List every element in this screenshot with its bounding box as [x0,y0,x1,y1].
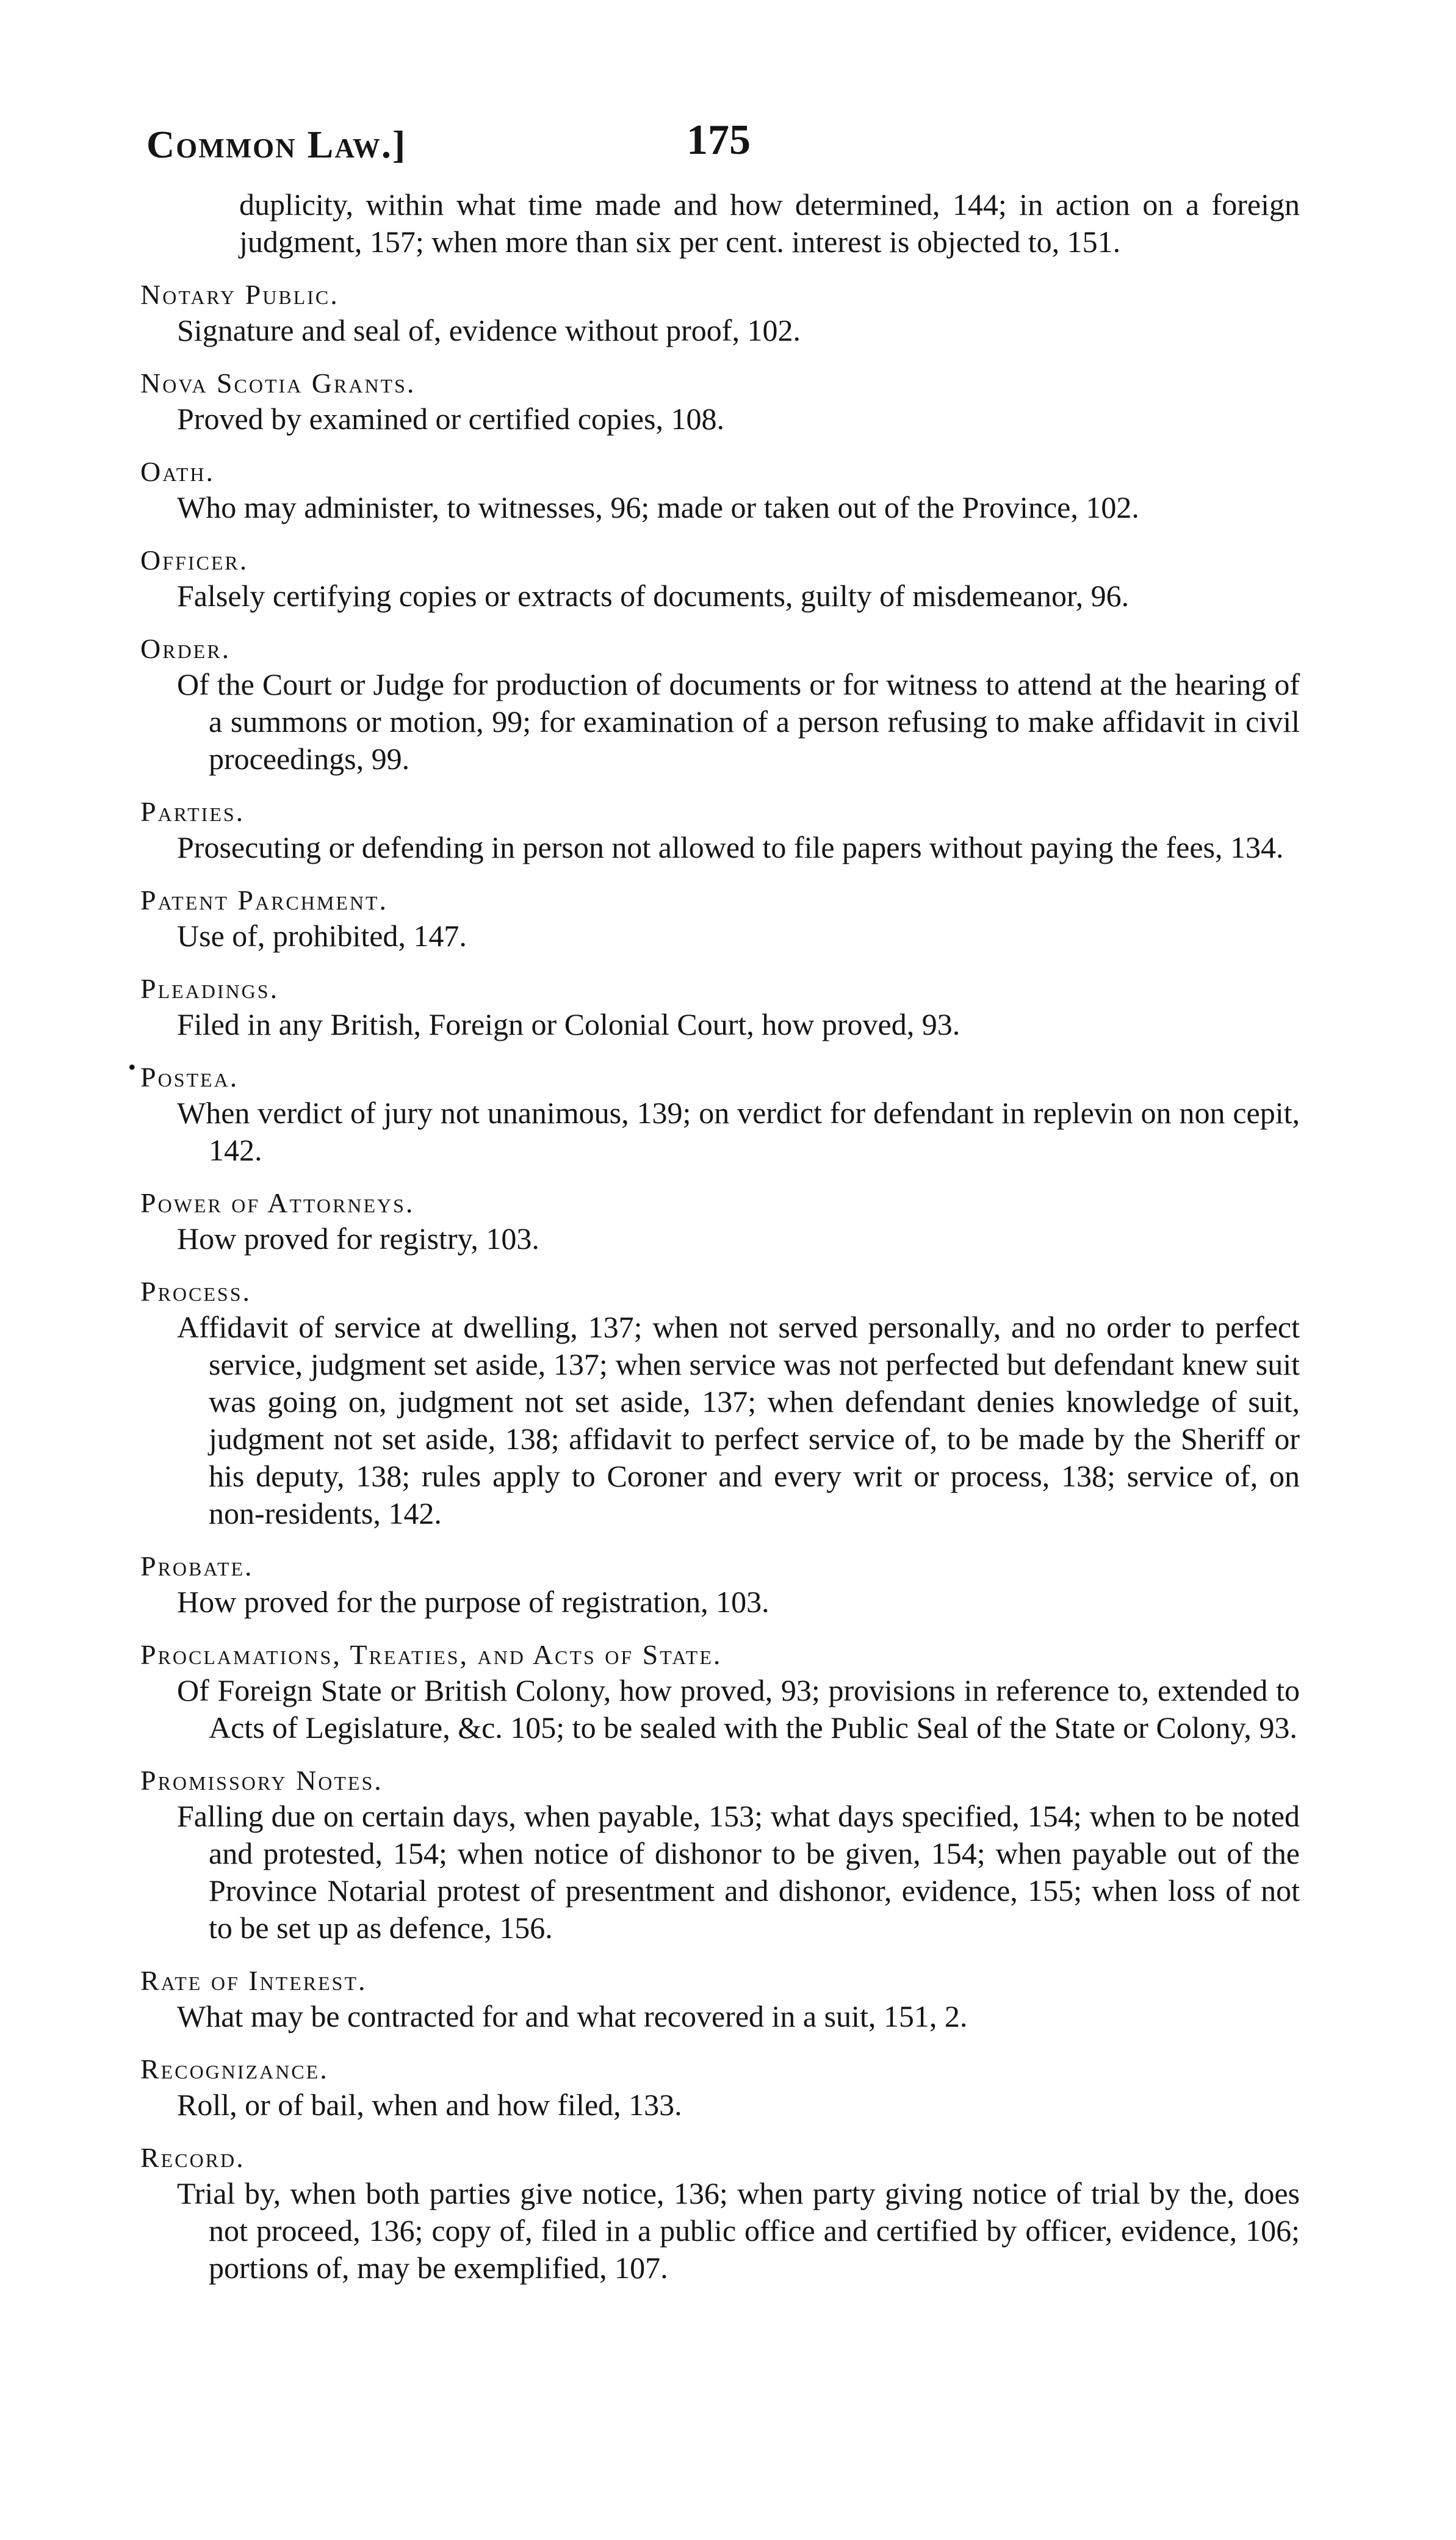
entry-text: duplicity, within what time made and how determined, 144; in action on a foreign judgment, 157; when more than six per cent. interest is objected to, 151. [239,187,1300,259]
entry-text: How proved for registry, 103. [177,1221,539,1256]
running-head [146,116,1306,183]
entry-heading: Parties. [140,796,245,827]
entry-text: Falling due on certain days, when payable, 153; what days specified, 154; when to be noted and protested, 154; when notice of dishonor to be given, 154; when payable out of the Province Notarial protest of presentment and dishonor, evidence, 155; when loss of not to be set up as defence, 156. [177,1799,1300,1945]
entry-text: Of the Court or Judge for production of documents or for witness to attend at the hearing of a summons or motion, 99; for examination of a person refusing to make affidavit in civil proceedings, 99. [177,667,1300,776]
index-entry [140,278,1300,349]
entry-text: Use of, prohibited, 147. [177,919,467,953]
entry-text: Roll, or of bail, when and how filed, 133. [177,2088,682,2122]
index-entry-continued [140,186,1300,261]
entry-heading: Power of Attorneys. [140,1187,415,1218]
entry-text: Proved by examined or certified copies, 108. [177,402,724,436]
entry-heading: Recognizance. [140,2053,329,2085]
entry-text: Signature and seal of, evidence without proof, 102. [177,313,801,347]
index-entry [140,1638,1300,1746]
entry-text: Prosecuting or defending in person not allowed to file papers without paying the fees, 134. [177,830,1284,864]
entry-heading: Officer. [140,545,249,576]
index-entry [140,1060,1300,1169]
entry-text: Trial by, when both parties give notice, 136; when party giving notice of trial by the, does not proceed, 136; copy of, filed in a public office and certified by officer, evidence, 106; portions of, may be exemplified, 107. [177,2176,1300,2285]
index-entry [140,1186,1300,1257]
entry-heading: Order. [140,633,231,664]
entry-heading: Probate. [140,1550,254,1582]
index-entry [140,1764,1300,1947]
entry-heading: Proclamations, Treaties, and Acts of State. [140,1639,723,1670]
index-entry [140,1549,1300,1621]
index-entry [140,795,1300,866]
entry-text: How proved for the purpose of registration, 103. [177,1585,769,1619]
entry-text: Of Foreign State or British Colony, how proved, 93; provisions in reference to, extended to Acts of Legislature, &c. 105; to be sealed with the Public Seal of the State or Colony, 93. [177,1673,1300,1745]
entry-heading: Oath. [140,456,215,487]
entry-text: Filed in any British, Foreign or Colonial Court, how proved, 93. [177,1007,960,1041]
index-entry [140,2141,1300,2287]
running-title: Common Law.] [146,123,407,166]
entry-heading: Process. [140,1276,252,1307]
index-entry [140,455,1300,526]
page-number: 175 [687,117,751,164]
entry-text: What may be contracted for and what recovered in a suit, 151, 2. [177,1999,968,2033]
index-entry [140,1964,1300,2035]
index-entry [140,2052,1300,2124]
index-body [140,186,1300,2304]
entry-heading: Patent Parchment. [140,885,389,916]
entry-heading: Record. [140,2142,245,2173]
entry-heading: Nova Scotia Grants. [140,367,416,399]
margin-dot: • [128,1055,136,1079]
index-entry [140,972,1300,1043]
index-entry [140,543,1300,615]
entry-heading: Rate of Interest. [140,1965,367,1996]
index-entry [140,632,1300,778]
entry-heading: Pleadings. [140,973,279,1004]
entry-heading: Notary Public. [140,279,339,310]
entry-text: Who may administer, to witnesses, 96; made or taken out of the Province, 102. [177,490,1139,524]
entry-heading: Postea. [140,1062,239,1093]
entry-heading: Promissory Notes. [140,1765,383,1796]
index-entry [140,1275,1300,1532]
entry-text: Affidavit of service at dwelling, 137; when not served personally, and no order to perfect service, judgment set aside, 137; when service was not perfected but defendant knew suit was going on, judgment not set aside, 137; when defendant denies knowledge of suit, judgment not set aside, 138; affidavit to perfect service of, to be made by the Sheriff or his deputy, 138; rules apply to Coroner and every writ or process, 138; service of, on non-residents, 142. [177,1310,1300,1530]
entry-text: When verdict of jury not unanimous, 139; on verdict for defendant in replevin on non cepit, 142. [177,1096,1300,1167]
index-entry [140,366,1300,438]
index-entry [140,883,1300,955]
entry-text: Falsely certifying copies or extracts of documents, guilty of misdemeanor, 96. [177,579,1130,613]
